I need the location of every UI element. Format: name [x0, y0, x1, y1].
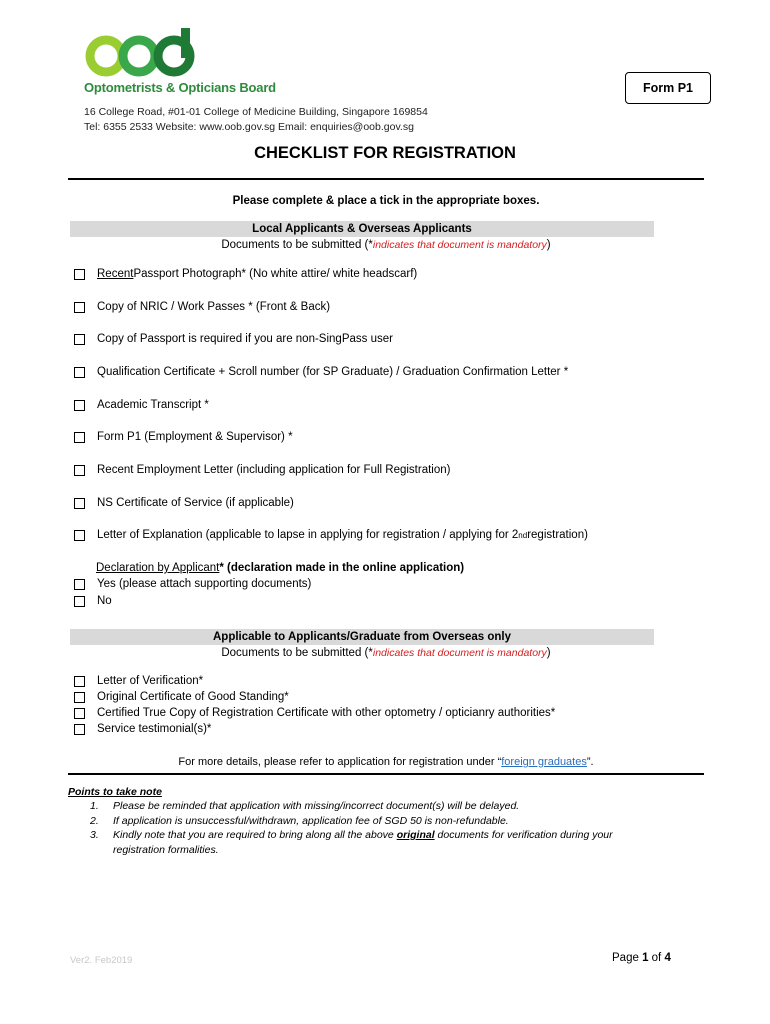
overseas-item[interactable]: Service testimonial(s)*: [74, 723, 211, 735]
checklist-item[interactable]: Recent Employment Letter (including application for Full Registration): [74, 464, 450, 476]
declaration-yes[interactable]: Yes (please attach supporting documents): [74, 578, 311, 590]
checkbox[interactable]: [74, 269, 85, 280]
checkbox[interactable]: [74, 367, 85, 378]
checklist-item[interactable]: Copy of NRIC / Work Passes * (Front & Back): [74, 301, 330, 313]
page-number: Page 1 of 4: [612, 952, 671, 964]
checkbox[interactable]: [74, 676, 85, 687]
checkbox[interactable]: [74, 692, 85, 703]
overseas-item[interactable]: Certified True Copy of Registration Certificate with other optometry / opticianry authorities*: [74, 707, 555, 719]
checklist-item-passport-photo[interactable]: Recent Passport Photograph* (No white attire/ white headscarf): [74, 268, 417, 280]
overseas-section-heading: Applicable to Applicants/Graduate from Overseas only: [70, 629, 654, 645]
checkbox[interactable]: [74, 400, 85, 411]
org-name: Optometrists & Opticians Board: [84, 80, 276, 95]
more-details: For more details, please refer to application for registration under “foreign graduates”.: [178, 756, 594, 768]
instruction: Please complete & place a tick in the appropriate boxes.: [232, 195, 540, 207]
overseas-docs-note: Documents to be submitted (*indicates that document is mandatory): [221, 647, 551, 659]
checklist-item[interactable]: Form P1 (Employment & Supervisor) *: [74, 431, 293, 443]
checklist-item[interactable]: Academic Transcript *: [74, 399, 209, 411]
declaration-heading: Declaration by Applicant * (declaration made in the online application): [96, 562, 465, 574]
contact-line: Tel: 6355 2533 Website: www.oob.gov.sg Email: enquiries@oob.gov.sg: [84, 121, 414, 133]
point-item: 1. Please be reminded that application with missing/incorrect document(s) will be delayed.: [90, 800, 520, 812]
address-line: 16 College Road, #01-01 College of Medicine Building, Singapore 169854: [84, 106, 428, 118]
points-heading: Points to take note: [68, 786, 162, 798]
checklist-item[interactable]: Qualification Certificate + Scroll number (for SP Graduate) / Graduation Confirmation Letter *: [74, 366, 568, 378]
points-to-note: [68, 786, 708, 857]
checkbox[interactable]: [74, 579, 85, 590]
point-item: 2. If application is unsuccessful/withdrawn, application fee of SGD 50 is non-refundable.: [90, 814, 509, 827]
checkbox[interactable]: [74, 724, 85, 735]
section-rule: [68, 773, 704, 775]
declaration-no[interactable]: No: [74, 595, 112, 607]
checkbox[interactable]: [74, 302, 85, 313]
checklist-item[interactable]: NS Certificate of Service (if applicable): [74, 497, 294, 509]
point-item-continued: registration formalities.: [113, 843, 219, 856]
overseas-item[interactable]: Original Certificate of Good Standing*: [74, 691, 289, 703]
checkbox[interactable]: [74, 334, 85, 345]
local-section-heading: Local Applicants & Overseas Applicants: [70, 221, 654, 237]
form-label-box: Form P1: [625, 72, 711, 104]
version-label: Ver2. Feb2019: [70, 955, 133, 966]
checkbox[interactable]: [74, 530, 85, 541]
checklist-item-explanation[interactable]: Letter of Explanation (applicable to lapse in applying for registration / applying for 2 nd registration): [74, 529, 588, 541]
title-rule: [68, 178, 704, 180]
point-item: 3. Kindly note that you are required to bring along all the above original documents for verification during your: [90, 829, 613, 841]
checkbox[interactable]: [74, 498, 85, 509]
page-title: CHECKLIST FOR REGISTRATION: [254, 144, 516, 162]
checkbox[interactable]: [74, 465, 85, 476]
local-docs-note: Documents to be submitted (*indicates that document is mandatory): [221, 239, 551, 251]
checkbox[interactable]: [74, 596, 85, 607]
checkbox[interactable]: [74, 432, 85, 443]
checklist-item[interactable]: Copy of Passport is required if you are non-SingPass user: [74, 333, 393, 345]
oob-logo: [84, 26, 204, 86]
overseas-item[interactable]: Letter of Verification*: [74, 675, 203, 687]
checkbox[interactable]: [74, 708, 85, 719]
foreign-graduates-link[interactable]: foreign graduates: [501, 756, 587, 768]
